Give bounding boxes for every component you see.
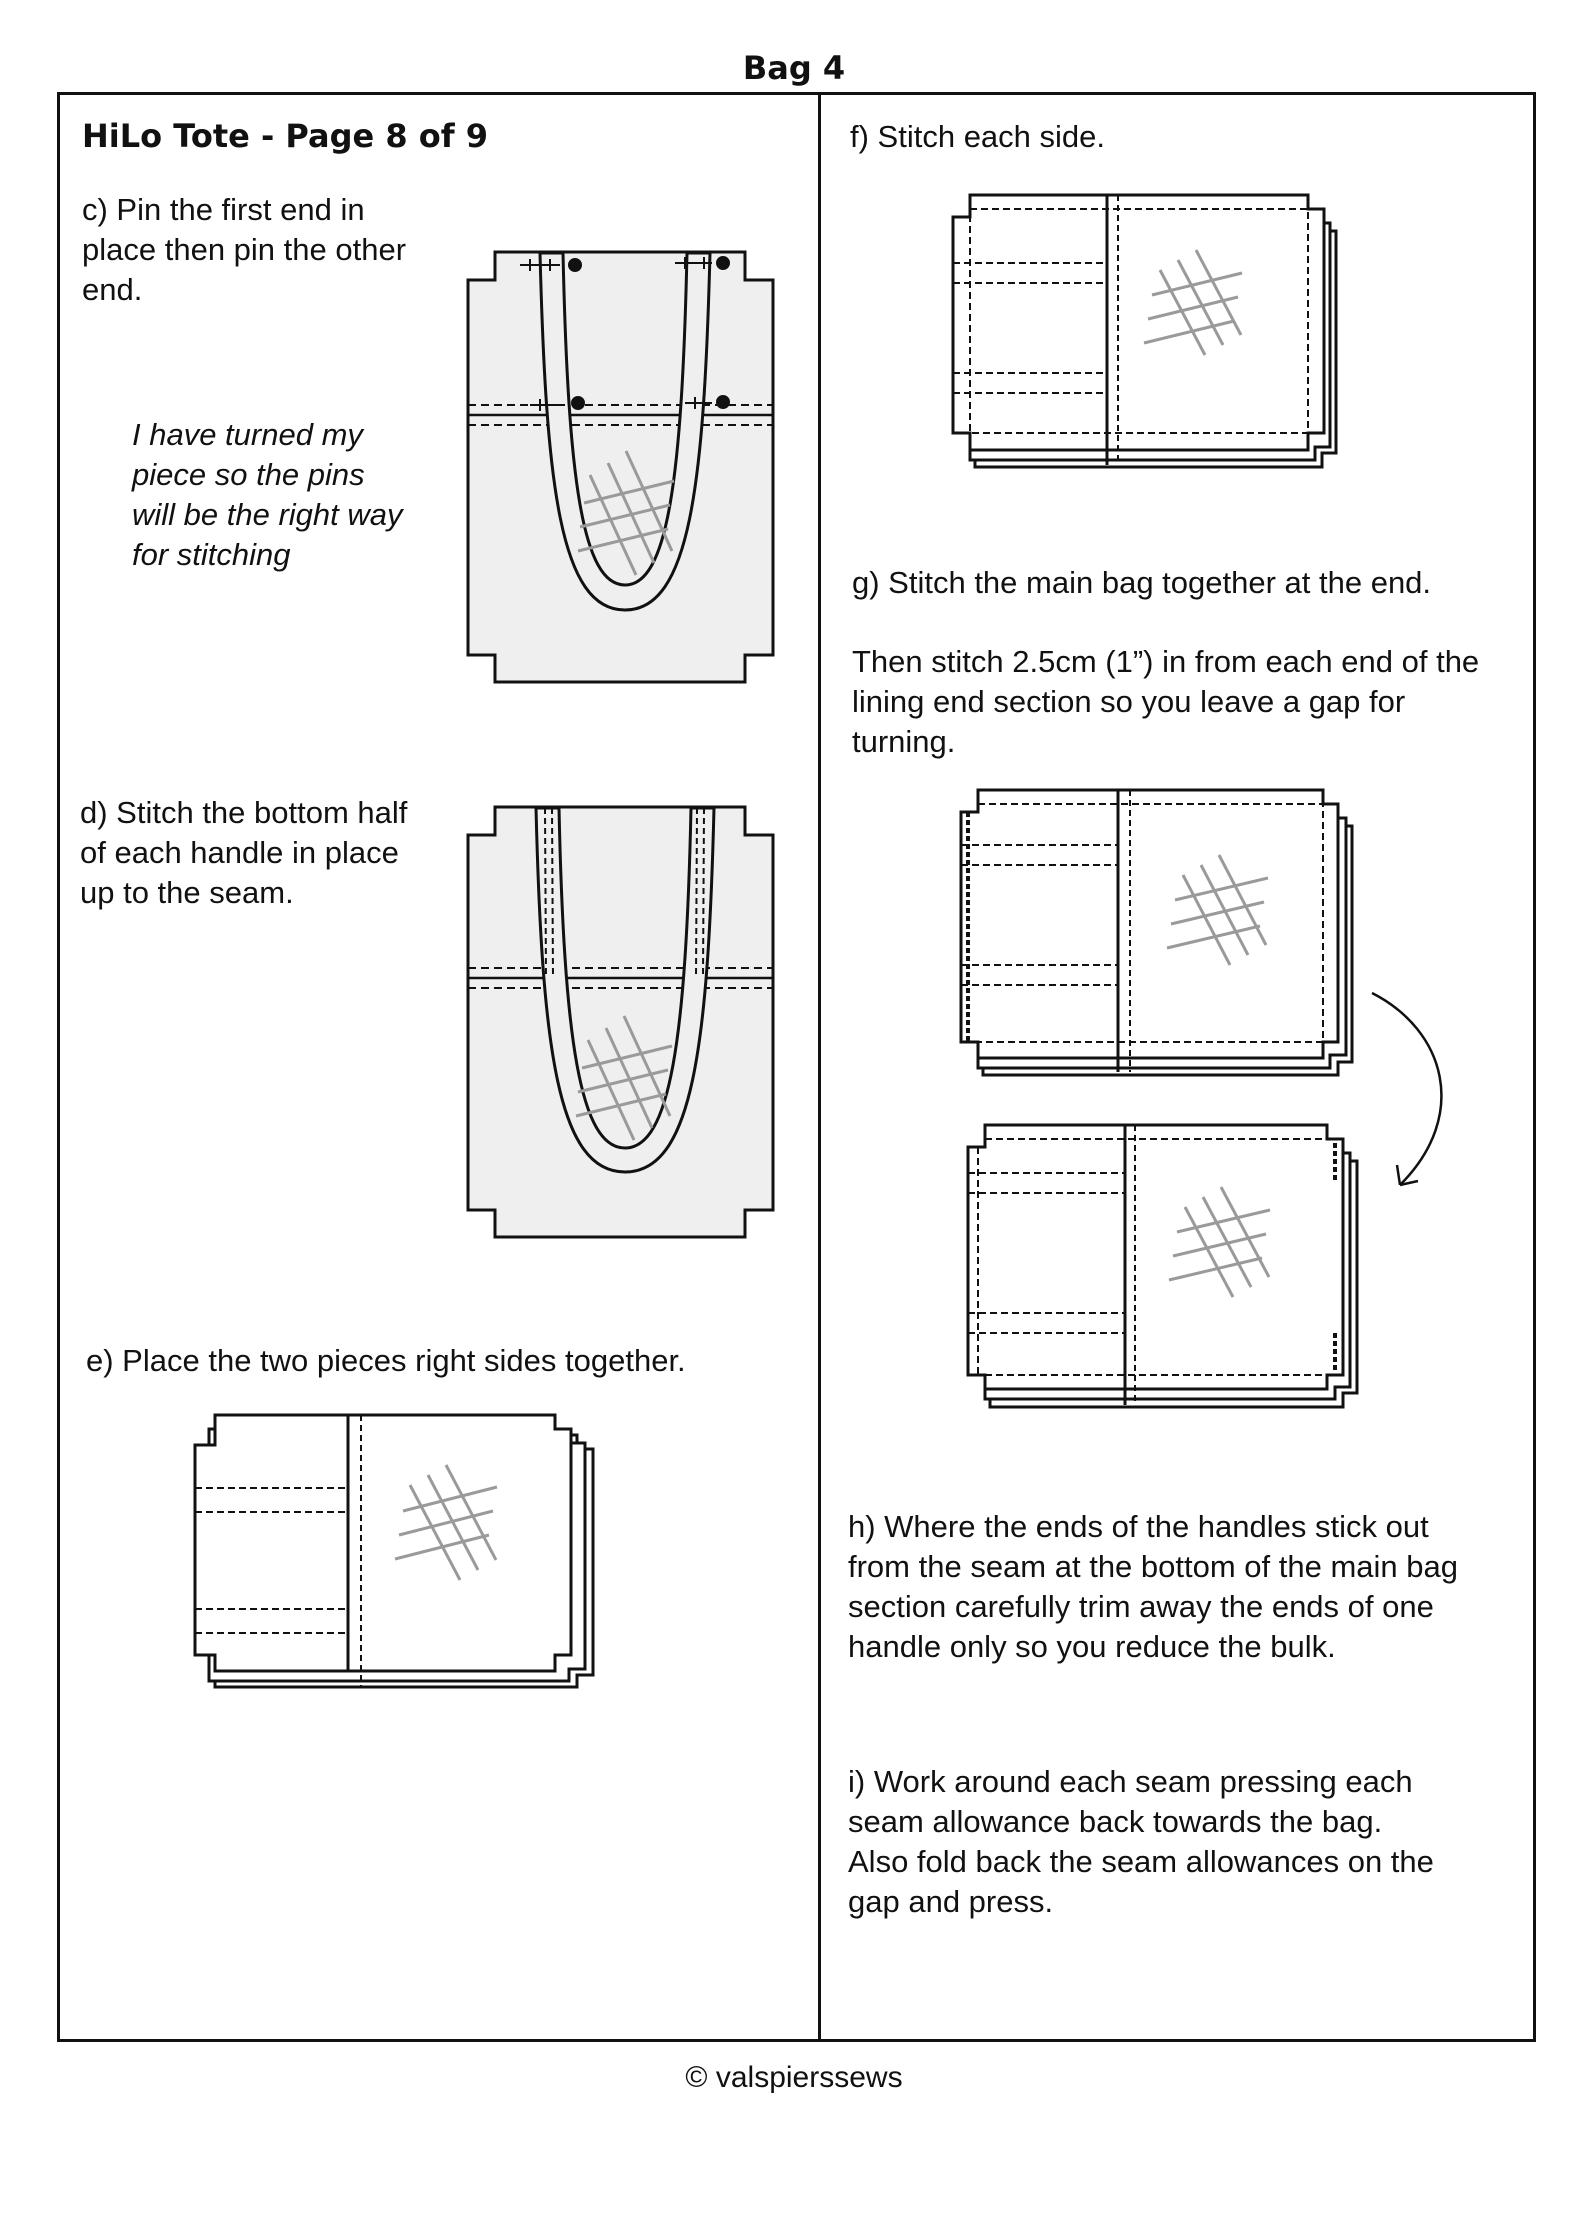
step-d-text: d) Stitch the bottom half of each handle in place up to the seam. xyxy=(80,795,408,910)
step-c-figure xyxy=(460,245,790,695)
step-f-text: f) Stitch each side. xyxy=(850,119,1106,154)
step-g-figure-lining xyxy=(965,1125,1375,1415)
step-g-text: g) Stitch the main bag together at the end. xyxy=(852,565,1432,600)
step-g-text-2: Then stitch 2.5cm (1”) in from each end of the lining end section so you leave a gap for turning. xyxy=(852,644,1480,759)
document-title: HiLo Tote - Page 8 of 9 xyxy=(82,117,489,155)
column-divider xyxy=(818,92,821,2042)
step-e-text: e) Place the two pieces right sides together. xyxy=(86,1343,686,1378)
step-f-figure xyxy=(950,195,1350,470)
step-d-figure xyxy=(460,800,790,1250)
step-c-note: I have turned my piece so the pins will be the right way for stitching xyxy=(132,417,403,572)
footer-copyright: © valspierssews xyxy=(685,2061,903,2094)
step-g-figure-main-bag xyxy=(958,790,1368,1080)
step-e-figure xyxy=(185,1415,605,1715)
step-i-text: i) Work around each seam pressing each seam allowance back towards the bag. Also fold back the seam allowances on the gap and press. xyxy=(848,1764,1434,1919)
step-c-text: c) Pin the first end in place then pin the other end. xyxy=(82,192,407,307)
curved-arrow-icon xyxy=(1360,985,1470,1195)
step-h-text: h) Where the ends of the handles stick out from the seam at the bottom of the main bag section carefully trim away the ends of one handle only so you reduce the bulk. xyxy=(848,1509,1458,1664)
header-title: Bag 4 xyxy=(742,49,846,87)
